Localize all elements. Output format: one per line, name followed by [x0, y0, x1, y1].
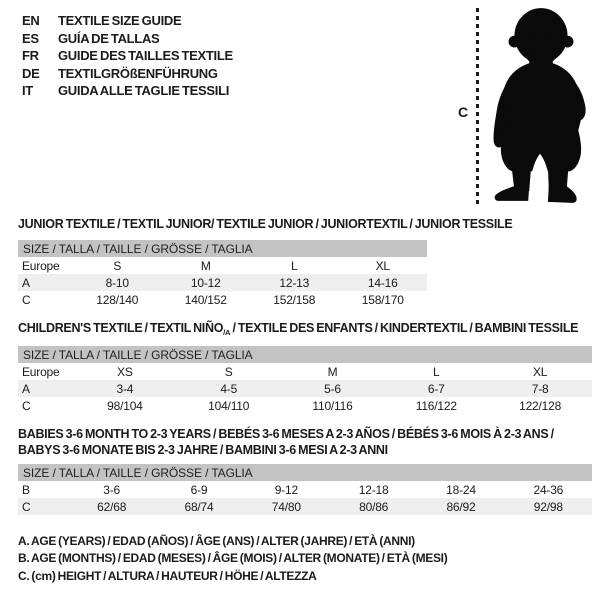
table-row: [18, 481, 592, 498]
size-cell: XL: [375, 258, 390, 273]
value-cell: 116/122: [415, 398, 457, 413]
height-marker-label: C: [458, 104, 469, 120]
table-row: [18, 380, 592, 397]
value-cell: 62/68: [68, 498, 155, 515]
value-cell: 9-12: [274, 482, 298, 497]
value-cell: 110/116: [312, 398, 353, 413]
value-cell: 12-13: [250, 274, 339, 291]
value-cell: 122/128: [519, 398, 562, 413]
row-label: Europe: [22, 258, 60, 273]
language-label: TEXTILGRÖßENFÜHRUNG: [58, 65, 218, 81]
size-cell: L: [433, 364, 440, 379]
value-cell: 158/170: [361, 292, 404, 307]
language-row: [22, 12, 233, 30]
language-label: TEXTILE SIZE GUIDE: [58, 13, 182, 29]
language-row: [22, 65, 233, 83]
children-size-table: [18, 346, 592, 414]
baby-silhouette-icon: [482, 6, 600, 208]
table-row: [18, 291, 427, 308]
value-cell: 3-6: [103, 482, 121, 497]
value-cell: 140/152: [184, 292, 227, 307]
height-marker-line: [476, 8, 479, 205]
value-cell: 6-7: [384, 380, 488, 397]
table-row: [18, 274, 427, 291]
language-row: [22, 30, 233, 48]
table-header-row: [18, 240, 427, 257]
row-label: C: [22, 292, 31, 307]
value-cell: 98/104: [107, 398, 143, 413]
language-code: IT: [22, 83, 33, 99]
size-cell: M: [327, 364, 338, 379]
value-cell: 14-16: [339, 274, 428, 291]
value-cell: 80/86: [330, 498, 417, 515]
value-cell: 104/110: [208, 398, 250, 413]
value-cell: 10-12: [162, 274, 251, 291]
babies-title-line1: BABIES 3-6 MONTH TO 2-3 YEARS / BEBÉS 3-6 MESES A 2-3 AÑOS / BÉBÉS 3-6 MOIS À 2-3 ANS /: [18, 427, 554, 441]
height-figure: [450, 0, 600, 212]
junior-table-title: JUNIOR TEXTILE / TEXTIL JUNIOR/ TEXTILE JUNIOR / JUNIORTEXTIL / JUNIOR TESSILE: [18, 217, 513, 231]
value-cell: 4-5: [177, 380, 281, 397]
value-cell: 7-8: [488, 380, 592, 397]
row-label: A: [18, 380, 73, 397]
language-label: GUIDE DES TAILLES TEXTILE: [58, 48, 233, 64]
language-row: [22, 82, 233, 100]
size-header-bar: SIZE / TALLA / TAILLE / GRÖSSE / TAGLIA: [18, 346, 592, 363]
babies-size-table: [18, 464, 592, 515]
language-code: EN: [22, 13, 40, 29]
size-cell: XS: [117, 364, 133, 379]
value-cell: 8-10: [73, 274, 162, 291]
value-cell: 3-4: [73, 380, 177, 397]
table-row: [18, 397, 592, 414]
value-cell: 24-36: [533, 482, 564, 497]
babies-table-title: [18, 426, 554, 458]
value-cell: 92/98: [505, 498, 592, 515]
children-title-part: / TEXTILE DES ENFANTS / KINDERTEXTIL / BAMBINI TESSILE: [230, 321, 579, 335]
table-header-row: [18, 464, 592, 481]
size-cell: XL: [532, 364, 548, 379]
size-cell: S: [224, 364, 233, 379]
children-table-title: [18, 320, 578, 341]
children-title-part: CHILDREN'S TEXTILE / TEXTIL NIÑO: [18, 321, 224, 335]
footnote-legend: [18, 533, 447, 585]
table-row: [18, 363, 592, 380]
table-row: [18, 498, 592, 515]
size-cell: M: [200, 258, 211, 273]
value-cell: 5-6: [281, 380, 385, 397]
value-cell: 86/92: [417, 498, 504, 515]
babies-title-line2: BABYS 3-6 MONATE BIS 2-3 JAHRE / BAMBINI 3-6 MESI A 2-3 ANNI: [18, 443, 388, 457]
size-cell: S: [113, 258, 122, 273]
value-cell: 12-18: [358, 482, 389, 497]
language-guide-list: [22, 12, 233, 100]
table-header-row: [18, 346, 592, 363]
language-row: [22, 47, 233, 65]
children-title-subscript: /A: [223, 328, 231, 337]
language-label: GUÍA DE TALLAS: [58, 30, 160, 46]
value-cell: 68/74: [155, 498, 242, 515]
row-label: B: [22, 482, 30, 497]
footnote-a: A. AGE (YEARS) / EDAD (AÑOS) / ÂGE (ANS) / ALTER (JAHRE) / ETÀ (ANNI): [18, 534, 415, 548]
row-label: C: [22, 398, 31, 413]
row-label: Europe: [22, 364, 60, 379]
value-cell: 6-9: [190, 482, 208, 497]
junior-size-table: [18, 240, 427, 308]
language-code: ES: [22, 30, 39, 46]
footnote-b: B. AGE (MONTHS) / EDAD (MESES) / ÂGE (MOIS) / ALTER (MONATE) / ETÀ (MESI): [18, 551, 448, 566]
size-header-bar: SIZE / TALLA / TAILLE / GRÖSSE / TAGLIA: [18, 240, 427, 257]
row-label: C: [18, 498, 68, 515]
language-label: GUIDA ALLE TAGLIE TESSILI: [58, 83, 230, 99]
row-label: A: [18, 274, 73, 291]
table-row: [18, 257, 427, 274]
size-cell: L: [291, 258, 298, 273]
footnote-c: C. (cm) HEIGHT / ALTURA / HAUTEUR / HÖHE / ALTEZZA: [18, 568, 317, 583]
value-cell: 18-24: [446, 482, 476, 497]
language-code: FR: [22, 48, 39, 64]
value-cell: 74/80: [243, 498, 330, 515]
size-header-bar: SIZE / TALLA / TAILLE / GRÖSSE / TAGLIA: [18, 464, 592, 481]
value-cell: 128/140: [96, 292, 139, 307]
value-cell: 152/158: [273, 292, 316, 307]
language-code: DE: [22, 65, 40, 81]
